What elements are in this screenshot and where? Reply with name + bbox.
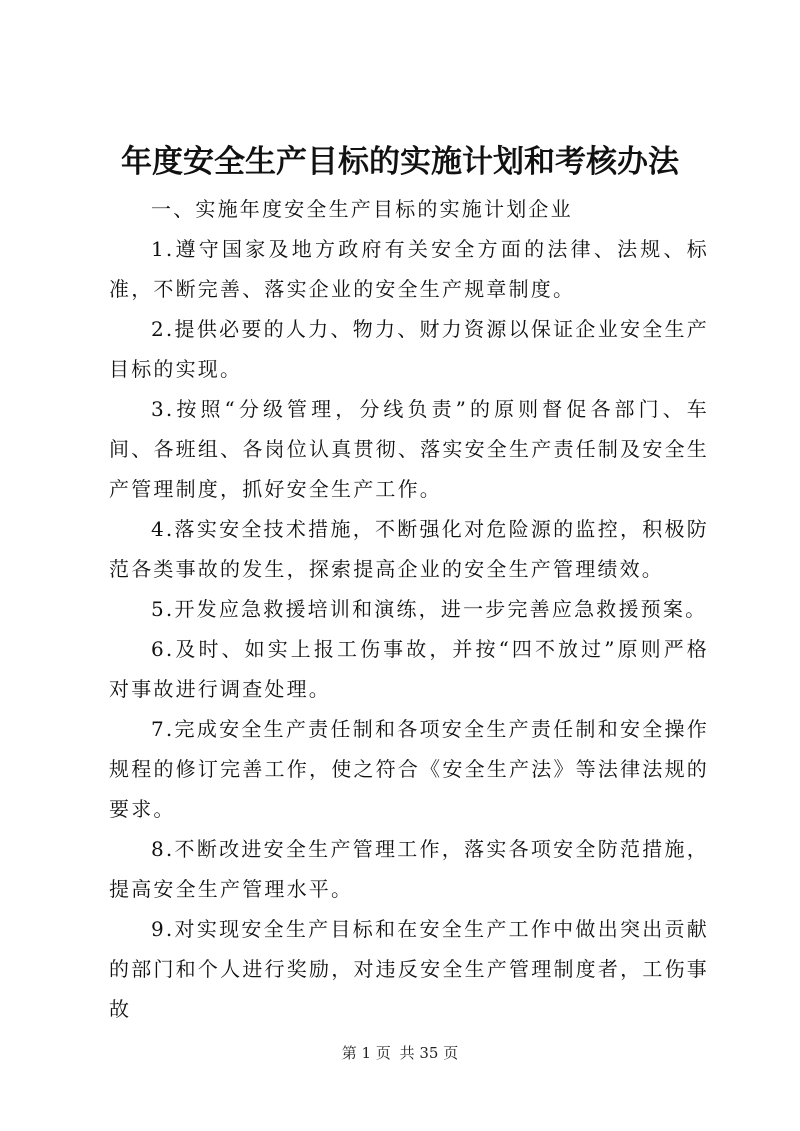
paragraph-item-8: 8.不断改进安全生产管理工作，落实各项安全防范措施，提高安全生产管理水平。 bbox=[109, 837, 709, 901]
paragraph-item-6: 6.及时、如实上报工伤事故，并按“四不放过”原则严格对事故进行调查处理。 bbox=[109, 637, 709, 701]
paragraph-section-heading: 一、实施年度安全生产目标的实施计划企业 bbox=[151, 197, 573, 221]
page-number: 第 1 页 bbox=[341, 1044, 391, 1062]
document-body bbox=[109, 189, 709, 1029]
paragraph-item-5: 5.开发应急救援培训和演练，进一步完善应急救援预案。 bbox=[151, 597, 708, 621]
document-title: 年度安全生产目标的实施计划和考核办法 bbox=[121, 144, 679, 180]
paragraph-item-3: 3.按照“分级管理，分线负责”的原则督促各部门、车间、各班组、各岗位认真贯彻、落实安全生产责任制及安全生产管理制度，抓好安全生产工作。 bbox=[109, 397, 709, 501]
paragraph-item-1: 1.遵守国家及地方政府有关安全方面的法律、法规、标准，不断完善、落实企业的安全生产规章制度。 bbox=[109, 237, 709, 301]
paragraph-item-9: 9.对实现安全生产目标和在安全生产工作中做出突出贡献的部门和个人进行奖励，对违反安全生产管理制度者，工伤事故 bbox=[109, 917, 709, 1021]
paragraph-item-2: 2.提供必要的人力、物力、财力资源以保证企业安全生产目标的实现。 bbox=[109, 317, 709, 381]
page-footer bbox=[0, 1043, 800, 1063]
total-pages: 共 35 页 bbox=[399, 1044, 459, 1062]
paragraph-item-4: 4.落实安全技术措施，不断强化对危险源的监控，积极防范各类事故的发生，探索提高企业的安全生产管理绩效。 bbox=[109, 517, 709, 581]
paragraph-item-7: 7.完成安全生产责任制和各项安全生产责任制和安全操作规程的修订完善工作，使之符合《安全生产法》等法律法规的要求。 bbox=[109, 717, 709, 821]
